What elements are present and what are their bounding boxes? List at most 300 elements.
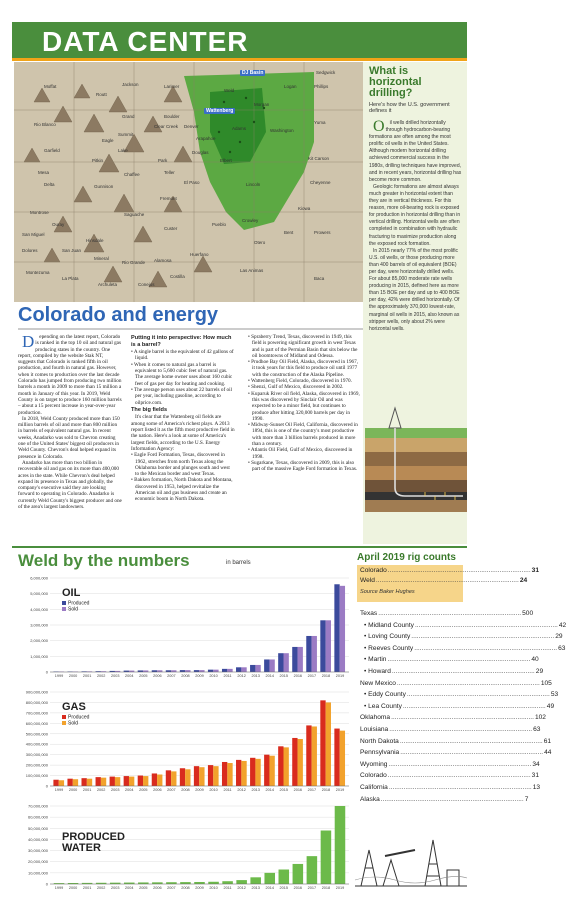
county-label: Crowley xyxy=(242,218,259,223)
bar-produced xyxy=(306,725,311,786)
bar-sold xyxy=(326,702,331,786)
county-label: Costilla xyxy=(170,274,185,279)
bar-sold xyxy=(326,620,331,672)
rig-label: • Eddy County xyxy=(364,691,406,699)
barrel-facts-list xyxy=(131,349,235,406)
bar-sold xyxy=(101,778,106,786)
chart-svg xyxy=(16,686,353,798)
county-label: Moffat xyxy=(44,84,57,89)
county-label: Jackson xyxy=(122,82,139,87)
header-accent-bar xyxy=(12,58,467,61)
x-tick-label: 2019 xyxy=(335,886,345,890)
bar-produced xyxy=(334,584,339,672)
x-tick-label: 2001 xyxy=(82,674,92,678)
bar-produced xyxy=(82,778,87,786)
county-label: Eagle xyxy=(102,138,114,143)
x-tick-label: 1999 xyxy=(54,886,64,890)
bar-produced xyxy=(236,760,241,786)
bar-sold xyxy=(269,659,274,672)
bar-produced xyxy=(334,729,339,786)
bar-produced xyxy=(208,765,213,786)
x-tick-label: 2017 xyxy=(307,674,317,678)
bar-produced-water xyxy=(194,882,205,884)
bar-sold xyxy=(185,670,190,672)
oil-chart xyxy=(16,572,353,684)
rig-count-row xyxy=(364,633,563,641)
bar-produced-water xyxy=(293,864,304,884)
y-tick-label: 60,000,000 xyxy=(27,814,48,820)
bar-produced xyxy=(292,647,297,672)
county-label: Mesa xyxy=(38,170,50,175)
x-tick-label: 2011 xyxy=(223,674,232,678)
bar-sold xyxy=(73,779,78,786)
leader-dots: .............................................................................. xyxy=(396,679,540,687)
rig-value: 31 xyxy=(531,772,540,780)
county-label: Delta xyxy=(44,182,55,187)
y-tick-label: 800,000,000 xyxy=(25,699,48,705)
x-tick-label: 2000 xyxy=(68,886,78,890)
sidebar-paragraph: Geologic formations are almost always much greater in horizontal extent than they are in vertical thickness. For this reason, more oil-bearing rock is exposed for production in horizontal drilling than in vertical drilling. Horizontal wells are often completed in combination with hydraulic fracturing to maximize production along the exposed rock formation. xyxy=(369,183,461,247)
rig-count-row xyxy=(364,656,539,664)
bar-produced xyxy=(306,636,311,672)
chart-title: PRODUCED xyxy=(62,831,125,843)
bar-produced xyxy=(208,670,213,672)
bar-sold xyxy=(340,731,345,786)
x-tick-label: 2017 xyxy=(307,788,317,792)
bar-sold xyxy=(157,775,162,786)
county-label: Summit xyxy=(118,132,134,137)
colorado-map xyxy=(14,62,363,302)
county-label: El Paso xyxy=(184,180,200,185)
x-tick-label: 2016 xyxy=(293,674,303,678)
bar-produced xyxy=(222,669,227,672)
leader-dots: .............................................................................. xyxy=(388,784,532,791)
county-label: Huerfano xyxy=(190,252,209,257)
bar-sold xyxy=(129,777,134,786)
x-tick-label: 2010 xyxy=(209,886,218,890)
rig-count-row xyxy=(360,737,552,745)
county-label: Elbert xyxy=(220,158,232,163)
bar-produced-water xyxy=(222,881,233,884)
rig-count-row xyxy=(364,691,559,699)
bar-produced-water xyxy=(236,880,247,884)
rig-count-row xyxy=(360,772,540,780)
y-tick-label: 6,000,000 xyxy=(30,575,48,581)
county-label: Prowers xyxy=(314,230,331,235)
bar-sold xyxy=(143,776,148,786)
rig-value: 63 xyxy=(533,726,541,733)
x-tick-label: 2015 xyxy=(279,674,289,678)
rig-value: 49 xyxy=(546,702,555,710)
bar-sold xyxy=(157,670,162,672)
x-tick-label: 1999 xyxy=(54,788,64,792)
rig-label: Colorado xyxy=(360,567,387,574)
article-dropcap: D xyxy=(22,332,35,351)
county-label: Phillips xyxy=(314,84,329,89)
rig-value: 29 xyxy=(535,668,544,675)
field-item: • Spraberry Trend, Texas, discovered in 1949, this field is powering significant growth in west Texas and is part of the Permian Basin that sits below the oil boomtowns of Midland and Odessa. xyxy=(248,334,358,359)
wattenberg-label: Wattenberg xyxy=(206,108,234,114)
bar-sold xyxy=(312,636,317,672)
bar-produced xyxy=(152,773,157,786)
x-tick-label: 2003 xyxy=(110,886,120,890)
produced-water-chart xyxy=(16,802,353,894)
field-item: • Bakken formation, North Dakota and Montana, discovered in 1953, helped revitalize the American oil and gas business and create an economic boom in North Dakota. xyxy=(131,477,233,503)
rig-label: • Lea County xyxy=(364,702,402,710)
x-tick-label: 2009 xyxy=(195,886,204,890)
legend-swatch xyxy=(62,715,66,719)
county-label: Ouray xyxy=(52,222,65,227)
bar-sold xyxy=(255,665,260,672)
x-tick-label: 2007 xyxy=(167,788,176,792)
bar-produced xyxy=(96,777,101,786)
rig-value: 105 xyxy=(540,679,552,687)
rig-count-row xyxy=(364,702,555,710)
county-label: La Plata xyxy=(62,276,79,281)
rig-label: Weld xyxy=(360,577,375,584)
chart-title: GAS xyxy=(62,701,86,713)
dj-basin-label: DJ Basin xyxy=(242,70,264,76)
legend-label: Sold xyxy=(68,606,79,613)
bar-sold xyxy=(199,670,204,672)
county-label: Teller xyxy=(164,170,175,175)
rig-count-row xyxy=(360,784,541,791)
bar-produced xyxy=(124,776,129,786)
x-tick-label: 2004 xyxy=(125,788,134,792)
county-label: Morgan xyxy=(254,102,270,107)
county-label: Archuleta xyxy=(98,282,118,287)
article-column-1 xyxy=(18,334,122,510)
x-tick-label: 2013 xyxy=(251,788,260,792)
y-tick-label: 1,000,000 xyxy=(30,653,48,659)
rig-label: Oklahoma xyxy=(360,714,391,722)
leader-dots: .............................................................................. xyxy=(399,737,543,745)
rig-counts-title: April 2019 rig counts xyxy=(357,552,456,563)
bar-produced-water xyxy=(264,873,275,884)
chart-svg xyxy=(16,572,353,684)
rig-value: 29 xyxy=(555,633,563,641)
y-tick-label: 500,000,000 xyxy=(25,731,48,737)
bar-sold xyxy=(255,759,260,786)
rig-label: Louisiana xyxy=(360,726,389,733)
x-tick-label: 2019 xyxy=(335,788,345,792)
bar-produced xyxy=(278,746,283,786)
barrel-fact-item: • The average person uses about 22 barrels of oil per year, including gasoline, according to oilprice.com. xyxy=(131,386,232,406)
x-tick-label: 2019 xyxy=(335,674,345,678)
x-tick-label: 2010 xyxy=(209,788,218,792)
rig-label: Wyoming xyxy=(360,760,388,768)
bar-produced xyxy=(320,700,325,786)
county-label: Mineral xyxy=(94,256,109,261)
bar-sold xyxy=(227,763,232,786)
x-tick-label: 2002 xyxy=(96,788,106,792)
chart-svg xyxy=(16,802,353,894)
leader-dots: .............................................................................. xyxy=(391,714,534,722)
leader-dots: .............................................................................. xyxy=(380,795,524,803)
county-label: Hinsdale xyxy=(86,238,104,243)
bar-produced xyxy=(138,776,143,786)
bar-produced xyxy=(250,758,255,786)
bar-produced xyxy=(292,738,297,786)
legend-label: Sold xyxy=(68,720,79,727)
rig-value: 40 xyxy=(531,656,539,664)
article-title: Colorado and energy xyxy=(18,304,219,326)
county-label: Las Animas xyxy=(240,268,264,273)
county-label: Otero xyxy=(254,240,266,245)
x-tick-label: 2016 xyxy=(293,886,303,890)
legend-swatch xyxy=(62,607,66,611)
y-tick-label: 70,000,000 xyxy=(27,803,48,809)
rig-count-row xyxy=(364,621,566,629)
rig-label: New Mexico xyxy=(360,679,396,687)
field-item: • Wattenberg Field, Colorado, discovered in 1970. xyxy=(248,378,352,385)
drilling-diagram xyxy=(365,408,467,543)
rig-count-row xyxy=(360,760,540,768)
x-tick-label: 2017 xyxy=(307,886,317,890)
x-tick-label: 2018 xyxy=(321,788,331,792)
county-label: Alamosa xyxy=(154,258,172,263)
section-heading: The big fields xyxy=(131,406,168,413)
leader-dots: .............................................................................. xyxy=(387,656,531,664)
bar-produced xyxy=(53,780,58,786)
bar-sold xyxy=(340,586,345,672)
county-label: Pueblo xyxy=(212,222,227,227)
x-tick-label: 2000 xyxy=(68,674,78,678)
x-tick-label: 2015 xyxy=(279,886,289,890)
leader-dots: .............................................................................. xyxy=(378,610,522,617)
x-tick-label: 2007 xyxy=(167,886,176,890)
rig-highlight-row xyxy=(360,567,540,574)
legend-label: Produced xyxy=(68,714,90,721)
county-label: Arapahoe xyxy=(196,136,216,141)
x-tick-label: 2012 xyxy=(237,788,246,792)
y-tick-label: 10,000,000 xyxy=(27,870,48,876)
rig-value: 34 xyxy=(532,760,540,768)
rig-label: California xyxy=(360,784,388,791)
county-label: Chaffee xyxy=(124,172,140,177)
y-tick-label: 200,000,000 xyxy=(25,762,48,768)
x-tick-label: 2014 xyxy=(265,886,274,890)
y-tick-label: 600,000,000 xyxy=(25,720,48,726)
sidebar-text: il wells drilled horizontally through hydrocarbon-bearing formations are often among the most prolific oil wells in the United States. Although modern horizontal drilling achieved commercial success in the 1980s, drilling techniques have improved, and in recent years, horizontal drilling has become more common. xyxy=(369,120,462,183)
y-tick-label: 2,000,000 xyxy=(30,638,48,644)
chart-title: OIL xyxy=(62,587,81,599)
county-label: Adams xyxy=(232,126,247,131)
leader-dots: .............................................................................. xyxy=(375,577,519,584)
field-item: • Sugarkane, Texas, discovered in 2009, this is also part of the massive Eagle Ford formation in Texas. xyxy=(248,459,358,473)
x-tick-label: 2001 xyxy=(82,886,92,890)
x-tick-label: 2014 xyxy=(265,674,274,678)
x-tick-label: 2002 xyxy=(96,674,106,678)
rig-value: 102 xyxy=(534,714,546,722)
county-label: Rio Blanco xyxy=(34,122,56,127)
y-tick-label: 5,000,000 xyxy=(30,591,48,597)
county-label: San Miguel xyxy=(22,232,45,237)
x-tick-label: 2001 xyxy=(82,788,92,792)
bar-produced xyxy=(152,670,157,672)
rig-label: • Martin xyxy=(364,656,387,664)
x-tick-label: 2006 xyxy=(153,788,162,792)
county-label: Yuma xyxy=(314,120,326,125)
x-tick-label: 2005 xyxy=(139,674,148,678)
rig-label: North Dakota xyxy=(360,737,399,745)
bar-produced xyxy=(166,770,171,786)
y-tick-label: 400,000,000 xyxy=(25,741,48,747)
bar-produced xyxy=(67,779,72,786)
rig-count-row xyxy=(360,749,552,757)
x-tick-label: 2011 xyxy=(223,886,232,890)
bar-produced-water xyxy=(307,856,318,884)
x-tick-label: 2007 xyxy=(167,674,176,678)
county-label: Washington xyxy=(270,128,294,133)
y-tick-label: 0 xyxy=(45,669,48,675)
bar-sold xyxy=(284,653,289,672)
leader-dots: .............................................................................. xyxy=(414,621,558,629)
y-tick-label: 20,000,000 xyxy=(27,859,48,865)
fields-list xyxy=(131,452,235,502)
bar-sold xyxy=(241,667,246,672)
x-tick-label: 2006 xyxy=(153,886,162,890)
county-label: Garfield xyxy=(44,148,60,153)
barrel-fact-item: • When it comes to natural gas a barrel is equivalent to 5,600 cubic feet of natural gas. The average home owner uses about 160 cubic feet of gas per day for heating and cooking. xyxy=(131,361,233,387)
rig-value: 44 xyxy=(544,749,552,757)
rig-value: 53 xyxy=(550,691,559,699)
y-tick-label: 0 xyxy=(45,881,48,887)
article-paragraph xyxy=(18,334,122,416)
bar-sold xyxy=(284,747,289,786)
rig-count-row xyxy=(360,714,546,722)
legend-swatch xyxy=(62,601,66,605)
rig-count-row xyxy=(360,726,541,733)
x-tick-label: 2002 xyxy=(96,886,106,890)
leader-dots: .............................................................................. xyxy=(387,567,531,574)
county-label: Kiowa xyxy=(298,206,311,211)
fields-list-continued xyxy=(248,334,360,473)
bar-produced xyxy=(264,659,269,672)
sidebar-paragraph xyxy=(369,120,463,184)
county-label: Kit Carson xyxy=(308,156,330,161)
county-label: Montezuma xyxy=(26,270,50,275)
bar-produced-water xyxy=(180,882,191,884)
gas-chart xyxy=(16,686,353,798)
sidebar-dropcap: O xyxy=(373,118,385,135)
x-tick-label: 1999 xyxy=(54,674,64,678)
article-column-3 xyxy=(248,334,360,473)
rig-value: 63 xyxy=(558,644,566,652)
field-item: • Kuparuk River oil field, Alaska, discovered in 1969, this was discovered by Sinclair Oil and was expected to be a minor field, but continues to produce after hitting 320,000 barrels per day in 1990. xyxy=(248,390,360,422)
leader-dots: .............................................................................. xyxy=(387,772,531,780)
county-label: Saguache xyxy=(124,212,145,217)
county-label: Logan xyxy=(284,84,297,89)
bar-produced-water xyxy=(250,877,261,884)
x-tick-label: 2011 xyxy=(223,788,232,792)
bar-sold xyxy=(171,771,176,786)
county-label: Montrose xyxy=(30,210,49,215)
x-tick-label: 2012 xyxy=(237,886,246,890)
header-banner xyxy=(12,22,467,58)
county-label: Custer xyxy=(164,226,178,231)
county-label: Clear Creek xyxy=(154,124,179,129)
sidebar-body xyxy=(369,120,463,333)
x-tick-label: 2008 xyxy=(181,674,190,678)
rig-label: • Loving County xyxy=(364,633,411,641)
x-tick-label: 2009 xyxy=(195,674,204,678)
leader-dots: .............................................................................. xyxy=(406,691,550,699)
field-item: • Midway-Sunset Oil Field, California, discovered in 1894, this is one of the country's most productive with more than 3 billion barrels produced in more than a century. xyxy=(248,422,358,448)
article-paragraph: Anadarko has more than two billion in recoverable oil and gas on its more than 400,000 acres in the state. While Chevron's deal helped expand its presence in Texas and globally, the company's executive said they are looking forward to operating in Colorado. Anadarko is currently Weld County's biggest producer and one of the area's largest landowners. xyxy=(18,459,122,511)
county-label: Rio Grande xyxy=(122,260,146,265)
bar-produced-water xyxy=(152,882,163,884)
sidebar-subtitle: Here's how the U.S. government defines it xyxy=(369,102,450,115)
county-label: Park xyxy=(158,158,168,163)
bar-sold xyxy=(171,670,176,672)
x-tick-label: 2010 xyxy=(209,674,218,678)
x-tick-label: 2018 xyxy=(321,674,331,678)
bar-produced xyxy=(180,670,185,672)
bar-produced xyxy=(222,762,227,786)
county-label: Pitkin xyxy=(92,158,104,163)
field-item: • Prudhoe Bay Oil Field, Alaska, discovered in 1967, it took years for this field to produce oil until 1977 with the construction of the Alaska Pipeline. xyxy=(248,359,359,378)
bar-sold xyxy=(241,761,246,786)
y-tick-label: 700,000,000 xyxy=(25,710,48,716)
sidebar-paragraph: In 2015 nearly 77% of the most prolific U.S. oil wells, or those producing more than 400 barrels of oil equivalent (BOE) per day, were horizontally drilled wells. For about 85,000 moderate rate wells producing in 2015, defined here as more than 15 BOE per day and up to 400 BOE per day, 42% were drilled horizontally. Of the approximately 370,000 lowest-rate, marginal oil wells in 2015, also known as stripper wells, only about 2% were horizontal wells. xyxy=(369,247,460,332)
rig-value: 42 xyxy=(558,621,566,629)
y-tick-label: 3,000,000 xyxy=(30,622,48,628)
bar-sold xyxy=(87,779,92,786)
bar-produced xyxy=(278,653,283,672)
field-item: • Atlantis Oil Field, Gulf of Mexico, discovered in 1998. xyxy=(248,447,353,460)
bar-produced xyxy=(264,755,269,786)
bar-produced-water xyxy=(279,870,290,884)
bar-sold xyxy=(298,647,303,672)
section-heading: Putting it into perspective: How much is a barrel? xyxy=(131,335,232,348)
bar-produced-water xyxy=(335,806,346,884)
bar-produced xyxy=(166,670,171,672)
x-tick-label: 2018 xyxy=(321,886,331,890)
bar-produced-water xyxy=(208,882,219,884)
county-label: Baca xyxy=(314,276,325,281)
x-tick-label: 2008 xyxy=(181,788,190,792)
bar-produced-water xyxy=(321,831,332,884)
rig-highlight-row xyxy=(360,577,528,584)
leader-dots: .............................................................................. xyxy=(391,668,535,675)
y-tick-label: 900,000,000 xyxy=(25,689,48,695)
leader-dots: .............................................................................. xyxy=(414,644,558,652)
article-column-2 xyxy=(131,334,235,503)
rig-count-row xyxy=(360,610,534,617)
bar-sold xyxy=(185,769,190,786)
leader-dots: .............................................................................. xyxy=(411,633,555,641)
rig-label: • Howard xyxy=(364,668,391,675)
rig-label: Pennsylvania xyxy=(360,749,400,757)
y-tick-label: 50,000,000 xyxy=(27,825,48,831)
rig-value: 61 xyxy=(543,737,552,745)
county-label: Fremont xyxy=(160,196,177,201)
x-tick-label: 2003 xyxy=(110,674,120,678)
leader-dots: .............................................................................. xyxy=(400,749,544,757)
article-title-rule xyxy=(18,328,363,330)
county-label: Dolores xyxy=(22,248,38,253)
county-label: Larimer xyxy=(164,84,180,89)
bar-sold xyxy=(312,726,317,786)
bar-sold xyxy=(298,739,303,786)
county-label: Weld xyxy=(224,88,235,93)
leader-dots: .............................................................................. xyxy=(402,702,546,710)
rig-count-row xyxy=(364,644,566,652)
bar-sold xyxy=(227,669,232,672)
x-tick-label: 2015 xyxy=(279,788,289,792)
rig-value: 24 xyxy=(519,577,528,584)
